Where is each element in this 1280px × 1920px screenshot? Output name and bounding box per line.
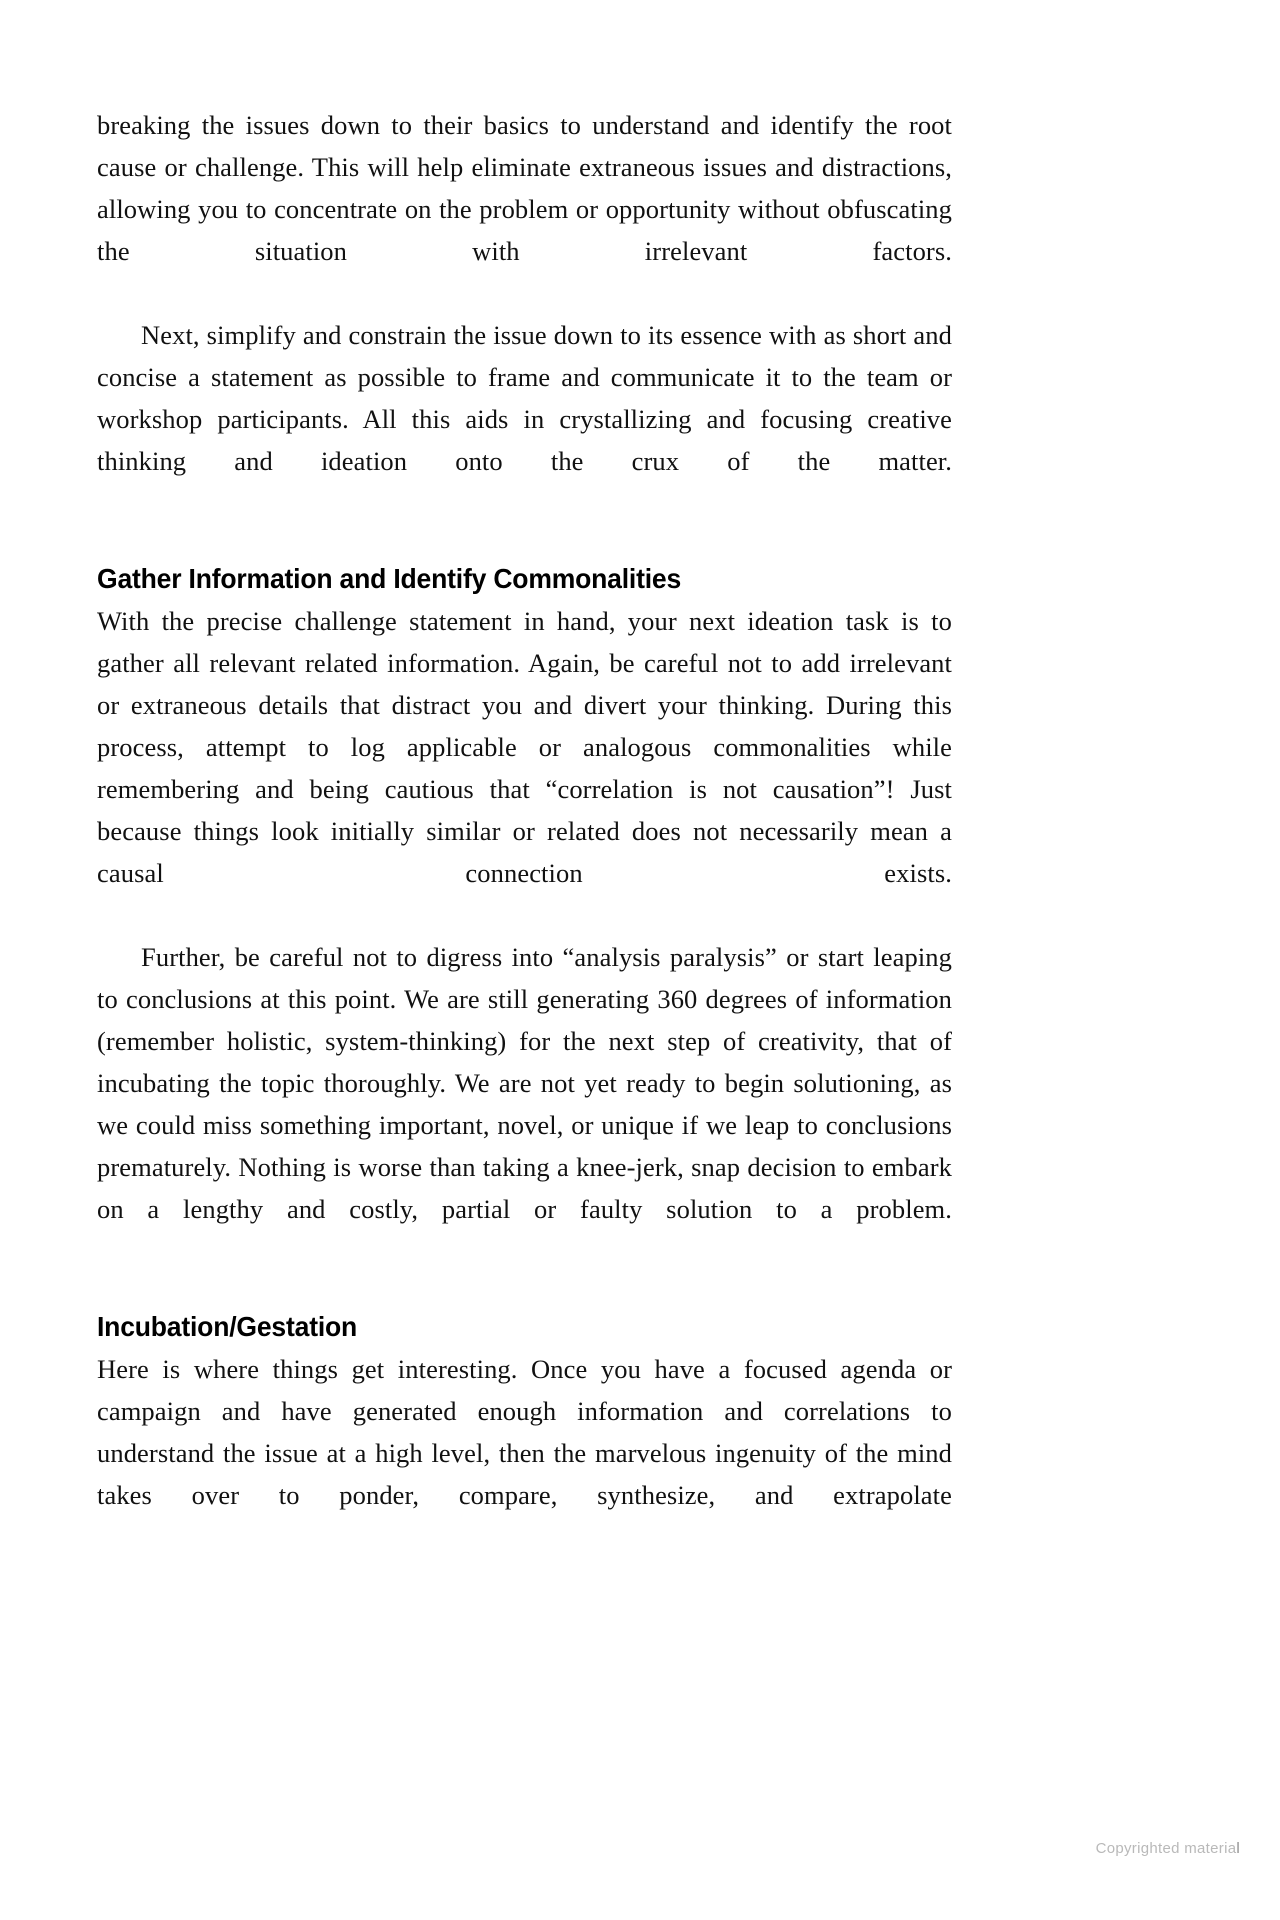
paragraph-breaking-the-issues: breaking the issues down to their basics to understand and identify the root cause or challenge. This will help eliminate extraneous issues and distractions, allowing you to concentrate on the problem or opportunity without obfuscating the situation with irrelevant factors. xyxy=(97,110,952,266)
paragraph-here-is-where-things: Here is where things get interesting. Once you have a focused agenda or campaign and have generated enough information and correlations to understand the issue at a high level, then the marvelous ingenuity of the mind takes over to ponder, compare, synthesize, and extrapolate xyxy=(97,1354,952,1510)
paragraph-with-the-precise-challenge: With the precise challenge statement in hand, your next ideation task is to gather all relevant related information. Again, be careful not to add irrelevant or extraneous details that distract you and divert your thinking. During this process, attempt to log applicable or analogous commonalities while remembering and being cautious that “correlation is not causation”! Just because things look initially similar or related does not necessarily mean a causal connection exists. xyxy=(97,606,952,888)
spacer-before-heading-incubation xyxy=(97,1272,952,1306)
copyright-watermark-tail: l xyxy=(1236,1840,1240,1857)
copyright-watermark xyxy=(1096,1840,1240,1857)
paragraph-next-simplify: Next, simplify and constrain the issue down to its essence with as short and concise a statement as possible to frame and communicate it to the team or workshop participants. All this aids in crystallizing and focusing creative thinking and ideation onto the crux of the matter. xyxy=(97,320,952,476)
paragraph-further-be-careful: Further, be careful not to digress into “analysis paralysis” or start leaping to conclusions at this point. We are still generating 360 degrees of information (remember holistic, system-thinking) for the next step of creativity, that of incubating the topic thoroughly. We are not yet ready to begin solutioning, as we could miss something important, novel, or unique if we leap to conclusions prematurely. Nothing is worse than taking a knee-jerk, snap decision to embark on a lengthy and costly, partial or faulty solution to a problem. xyxy=(97,942,952,1224)
page-text-column xyxy=(97,104,952,1558)
copyright-watermark-text: Copyrighted materia xyxy=(1095,1840,1237,1857)
heading-gather-information-and-identify-commonalities: Gather Information and Identify Commonalities xyxy=(97,563,682,594)
spacer-before-heading-gather xyxy=(97,524,952,558)
heading-incubation-gestation: Incubation/Gestation xyxy=(97,1311,358,1342)
